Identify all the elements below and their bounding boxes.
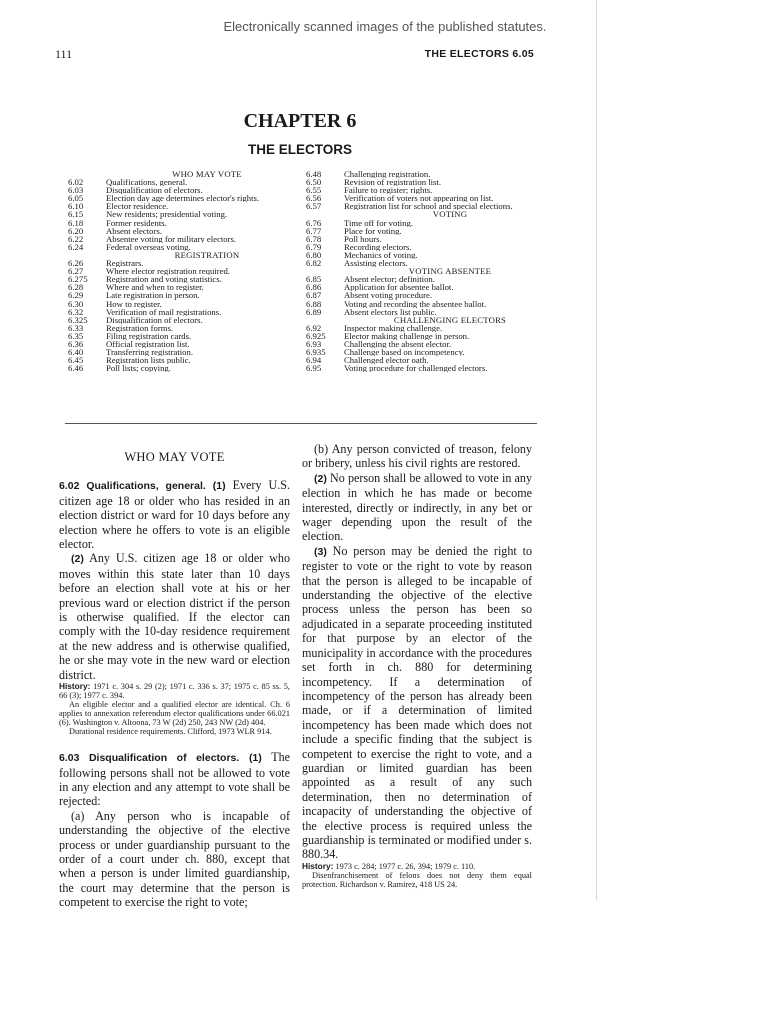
toc-entry-number: 6.95 <box>306 363 322 374</box>
history-text: 1971 c. 304 s. 29 (2); 1971 c. 336 s. 37; 1975 c. 85 ss. 5, 66 (3); 1977 c. 394. <box>59 682 290 701</box>
toc-entry-title: Registration and voting statistics. <box>106 275 222 284</box>
toc-entry-title: Registration lists public. <box>106 356 191 365</box>
subsection-number: (2) <box>71 553 84 566</box>
toc-entry-number: 6.275 <box>68 274 88 285</box>
toc-entry-title: Absent electors. <box>106 226 162 235</box>
toc-entry-number: 6.22 <box>68 233 84 244</box>
toc-entry <box>68 283 308 291</box>
toc-entry <box>68 235 308 243</box>
toc-entry-number: 6.93 <box>306 338 322 349</box>
subsection-number: (2) <box>314 472 327 485</box>
subsection-text: No person shall be allowed to vote in any election in which he has made or become interested, directly or indirectly, in any bet or wager depending upon the result of the election. <box>302 470 532 544</box>
toc-entry-number: 6.50 <box>306 177 322 188</box>
section-title: 6.03 Disqualification of electors. <box>59 752 240 765</box>
toc-entry-title: Revision of registration list. <box>344 178 442 187</box>
toc-entry-title: Absent voting procedure. <box>344 291 433 300</box>
toc-entry <box>306 251 556 259</box>
toc-entry-title: Registration forms. <box>106 323 174 332</box>
toc-entry <box>68 332 308 340</box>
toc-entry <box>306 340 556 348</box>
toc-entry-title: Registration list for school and special elections. <box>344 202 513 211</box>
toc-entry-number: 6.48 <box>306 169 322 179</box>
toc-entry-title: Verification of mail registrations. <box>106 307 222 316</box>
s603-sub1 <box>59 750 290 809</box>
annotation: Disenfranchisement of felons does not deny them equal protection. Richardson v. Ramirez, 418 US 24. <box>302 870 532 889</box>
history-note <box>302 862 532 871</box>
toc-entry-title: Elector making challenge in person. <box>344 331 470 340</box>
toc-entry-number: 6.92 <box>306 322 322 333</box>
toc-entry <box>68 202 308 210</box>
toc-entry-title: Challenging the absent elector. <box>344 339 452 349</box>
toc-entry-number: 6.94 <box>306 355 322 366</box>
toc-entry <box>306 324 556 332</box>
paragraph-a: (a) Any person who is incapable of understanding the objective of the elective process or under guardianship pursuant to the order of a court under ch. 880, except that when a person is under limited guardianship, the court may determine that the person is competent to exercise the right to vote; <box>59 808 290 910</box>
toc-group-heading: VOTING ABSENTEE <box>408 266 492 277</box>
s603-sub2 <box>302 471 532 544</box>
running-head: THE ELECTORS 6.05 <box>424 48 534 60</box>
history-label: History: <box>302 860 334 871</box>
toc-group-heading: CHALLENGING ELECTORS <box>393 314 507 325</box>
scan-edge-line <box>596 0 597 900</box>
toc-entry-title: Application for absentee ballot. <box>344 283 454 292</box>
toc-entry-number: 6.87 <box>306 290 322 301</box>
toc-group-heading: WHO MAY VOTE <box>172 169 242 179</box>
toc-entry-title: Assisting electors. <box>344 259 408 268</box>
toc-entry <box>306 243 556 251</box>
toc-entry-number: 6.35 <box>68 330 84 341</box>
toc-entry-number: 6.78 <box>306 233 322 244</box>
toc-entry <box>306 291 556 299</box>
body-left-column <box>59 442 290 910</box>
toc-entry-title: Voting procedure for challenged electors. <box>344 364 488 373</box>
paragraph-b: (b) Any person convicted of treason, felony or bribery, unless his civil rights are restored. <box>302 442 532 471</box>
toc-entry-number: 6.28 <box>68 282 84 293</box>
subsection-number: (1) <box>248 752 262 765</box>
toc-entry-number: 6.82 <box>306 258 322 269</box>
toc-entry <box>68 186 308 194</box>
toc-entry-title: Time off for voting. <box>344 218 414 227</box>
toc-entry <box>68 300 308 308</box>
toc-entry <box>306 235 556 243</box>
toc-entry-number: 6.03 <box>68 185 84 196</box>
scan-notice: Electronically scanned images of the published statutes. <box>223 19 547 34</box>
toc-entry-number: 6.76 <box>306 217 322 228</box>
toc-entry-number: 6.88 <box>306 298 322 309</box>
toc-entry-title: Disqualification of electors. <box>106 186 203 195</box>
toc-entry <box>306 275 556 283</box>
toc-entry-number: 6.925 <box>306 330 326 341</box>
toc-left-column <box>68 170 308 372</box>
toc-entry-title: Disqualification of electors. <box>106 315 203 324</box>
toc-entry-number: 6.24 <box>68 241 84 252</box>
toc-entry-number: 6.10 <box>68 201 84 212</box>
history-label: History: <box>59 681 91 692</box>
toc-entry <box>306 348 556 356</box>
toc-entry <box>68 275 308 283</box>
toc-entry-title: Federal overseas voting. <box>106 242 191 251</box>
toc-entry <box>306 202 556 210</box>
chapter-subtitle: THE ELECTORS <box>247 142 352 157</box>
toc-entry-number: 6.325 <box>68 314 88 325</box>
subsection-number: (3) <box>314 545 327 558</box>
toc-entry-number: 6.86 <box>306 282 322 293</box>
toc-entry <box>68 340 308 348</box>
subsection-text: The following persons shall not be allowed to vote in any election and any attempt to vote shall be rejected: <box>59 750 291 809</box>
history-note <box>59 682 290 700</box>
toc-entry-number: 6.33 <box>68 322 84 333</box>
toc-entry <box>68 267 308 275</box>
toc-entry <box>68 356 308 364</box>
toc-entry-number: 6.79 <box>306 241 322 252</box>
divider <box>65 423 537 424</box>
toc-entry <box>68 210 308 218</box>
annotation: An eligible elector and a qualified elector are identical. Ch. 6 applies to annexation referendum elector qualifications under 66.021 (6). Washington v. Altoona, 73 W (2d) 250, 243 NW (2d) 404. <box>59 700 290 728</box>
annotation: Durational residence requirements. Clifford, 1973 WLR 914. <box>69 727 272 737</box>
toc-entry-title: Registrars. <box>106 259 144 268</box>
page-number: 111 <box>55 47 73 61</box>
subsection-text: Any U.S. citizen age 18 or older who moves within this state later than 10 days before an election shall vote at his or her previous ward or election district if the person is otherwise qualified. If the elector can comply with the 10-day residence requirement at the new address and is otherwise qualified, he or she may vote in the new ward or election district. <box>59 551 291 682</box>
toc-entry <box>306 356 556 364</box>
toc-entry <box>68 364 308 372</box>
toc-entry-number: 6.30 <box>68 298 84 309</box>
toc-entry <box>306 186 556 194</box>
toc-entry <box>68 219 308 227</box>
toc-entry-title: Transferring registration. <box>106 348 194 357</box>
toc-entry-number: 6.77 <box>306 225 322 236</box>
toc-entry-number: 6.45 <box>68 355 84 366</box>
toc-entry-title: Failure to register; rights. <box>344 186 433 195</box>
toc-entry-title: Absent electors list public. <box>344 307 437 316</box>
toc-entry-title: Elector residence. <box>106 202 169 211</box>
section-title: 6.02 Qualifications, general. <box>59 480 206 493</box>
toc-entry <box>306 283 556 291</box>
toc-entry-title: Where and when to register. <box>106 283 204 292</box>
toc-entry-number: 6.29 <box>68 290 84 301</box>
chapter-title: CHAPTER 6 <box>243 110 357 132</box>
toc-entry-title: Mechanics of voting. <box>344 250 418 260</box>
toc-entry-number: 6.46 <box>68 363 84 374</box>
toc-group-heading: VOTING <box>432 209 468 220</box>
toc-entry-title: Former residents. <box>106 218 167 227</box>
toc-entry-number: 6.57 <box>306 201 322 212</box>
toc-entry-title: Late registration in person. <box>106 291 200 300</box>
toc-right-column <box>306 170 556 372</box>
toc-entry-title: Filing registration cards. <box>106 331 192 340</box>
toc-entry-title: Challenge based on incompetency. <box>344 348 465 357</box>
toc-entry-number: 6.32 <box>68 306 84 317</box>
toc-entry-number: 6.36 <box>68 338 84 349</box>
history-text: 1973 c. 284; 1977 c. 26, 394; 1979 c. 110. <box>335 861 476 871</box>
toc-entry-number: 6.27 <box>68 266 84 277</box>
toc-entry-number: 6.56 <box>306 193 322 204</box>
toc-entry <box>306 219 556 227</box>
toc-entry-number: 6.935 <box>306 347 326 358</box>
toc-entry-number: 6.40 <box>68 347 84 358</box>
toc-entry <box>306 170 556 178</box>
subsection-number: (1) <box>212 480 226 493</box>
toc-entry <box>68 316 308 324</box>
toc-entry <box>306 332 556 340</box>
toc-entry-title: Place for voting. <box>344 226 402 235</box>
toc-entry-title: Voting and recording the absentee ballot. <box>344 299 487 308</box>
subsection-text: No person may be denied the right to register to vote or the right to vote by reason that the person is alleged to be incapable of understanding the objective of the elective process unless the person has been so adjudicated in a separate proceeding instituted for that purpose by an elector of the municipality in accordance with the procedures set forth in ch. 880 for determining incompetency. If a determination of incompetency of the person has already been made, or if a determination of limited incompetency has been made which does not include a specific finding that the subject is competent to exercise the right to vote, and a guardian or limited guardian has been appointed as a result of any such determination, then no determination of incapacity of understanding the objective of the elective process is required unless the guardianship is terminated or modified under s. 880.34. <box>302 543 532 862</box>
toc-entry-number: 6.80 <box>306 249 322 260</box>
toc-entry-number: 6.20 <box>68 225 84 236</box>
toc-entry-title: Qualifications, general. <box>106 178 188 187</box>
toc-entry-number: 6.55 <box>306 185 322 196</box>
toc-entry-title: Challenging registration. <box>344 170 431 179</box>
s602-sub2 <box>59 551 290 682</box>
toc-entry <box>306 227 556 235</box>
toc-entry-title: New residents; presidential voting. <box>106 210 228 219</box>
s602-sub1 <box>59 478 290 551</box>
toc-entry <box>68 194 308 202</box>
toc-entry-title: Verification of voters not appearing on list. <box>344 194 494 203</box>
section-heading: WHO MAY VOTE <box>124 450 225 464</box>
toc-entry-title: Poll hours. <box>344 234 382 243</box>
toc-entry-title: Poll lists; copying. <box>106 364 171 373</box>
toc-entry <box>68 291 308 299</box>
toc-entry-number: 6.89 <box>306 306 322 317</box>
toc-entry <box>306 364 556 372</box>
toc-group-heading: REGISTRATION <box>174 249 240 260</box>
toc-entry <box>68 324 308 332</box>
toc-entry-number: 6.26 <box>68 258 84 269</box>
toc-entry-title: Inspector making challenge. <box>344 323 443 332</box>
toc-entry-number: 6.05 <box>68 193 84 204</box>
toc-entry <box>68 308 308 316</box>
toc-entry-title: Recording electors. <box>344 242 412 251</box>
toc-entry <box>306 194 556 202</box>
toc-entry-number: 6.18 <box>68 217 84 228</box>
toc-entry-number: 6.15 <box>68 209 84 220</box>
toc-entry <box>68 259 308 267</box>
toc-entry <box>306 300 556 308</box>
toc-entry-title: Where elector registration required. <box>106 267 230 276</box>
toc-entry <box>68 178 308 186</box>
toc-entry-number: 6.85 <box>306 274 322 285</box>
body-right-column <box>302 442 532 889</box>
toc-entry-title: How to register. <box>106 299 162 308</box>
toc-entry-title: Absentee voting for military electors. <box>106 234 237 243</box>
toc-entry-title: Challenged elector oath. <box>344 356 429 365</box>
toc-entry-title: Election day age determines elector's rights. <box>106 194 260 203</box>
toc-entry <box>68 227 308 235</box>
toc-entry <box>306 178 556 186</box>
toc-entry-title: Official registration list. <box>106 339 190 349</box>
toc-entry <box>68 348 308 356</box>
toc-entry-number: 6.02 <box>68 177 84 188</box>
toc-entry-title: Absent elector; definition. <box>344 275 435 284</box>
subsection-text: Every U.S. citizen age 18 or older who has resided in an election district or ward for 10 days before any election where he offers to vote is an eligible elector. <box>59 478 290 552</box>
s603-sub3 <box>302 544 532 862</box>
